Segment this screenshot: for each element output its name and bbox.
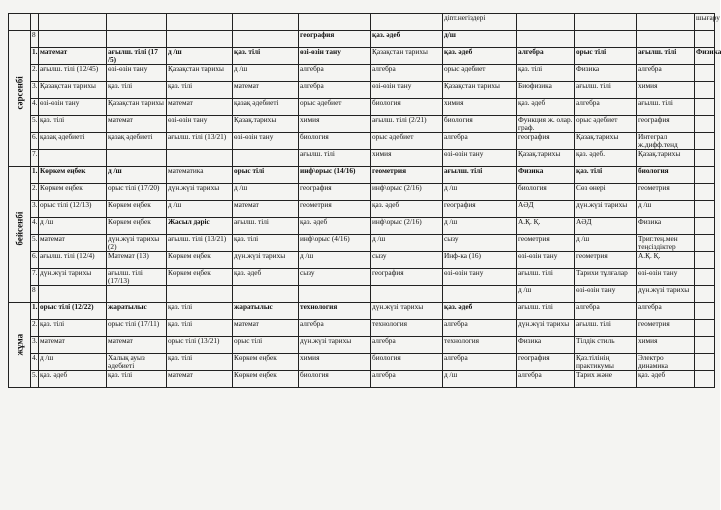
lesson-cell: Электро динамика	[637, 354, 695, 371]
lesson-cell: Көркем еңбек	[167, 252, 233, 269]
lesson-cell: д /ш	[443, 371, 517, 388]
lesson-number: 3.	[31, 337, 39, 354]
table-row	[9, 235, 715, 252]
lesson-cell: қазақ әдебиеті	[233, 99, 299, 116]
lesson-cell: ағылш. тілі (17/13)	[107, 269, 167, 286]
lesson-cell: қаз. тілі	[233, 48, 299, 65]
lesson-cell: ағылш. тілі	[637, 99, 695, 116]
table-row	[9, 320, 715, 337]
lesson-cell: инф\орыс (2/16)	[371, 184, 443, 201]
lesson-cell	[695, 167, 715, 184]
lesson-cell: биология	[517, 184, 575, 201]
lesson-cell: қаз. әдеб	[443, 303, 517, 320]
lesson-cell	[107, 150, 167, 167]
table-row	[9, 269, 715, 286]
lesson-cell	[695, 371, 715, 388]
lesson-number: 3.	[31, 201, 39, 218]
lesson-cell	[637, 31, 695, 48]
table-row	[9, 201, 715, 218]
lesson-cell: орыс әдебиет	[371, 133, 443, 150]
lesson-number: 6.	[31, 252, 39, 269]
lesson-cell: Тарихи тұлғалар	[575, 269, 637, 286]
lesson-cell: қаз. тілі	[39, 116, 107, 133]
lesson-cell: дүн.жүзі тарихы	[233, 252, 299, 269]
table-cell	[575, 14, 637, 31]
lesson-cell	[695, 201, 715, 218]
lesson-cell	[695, 65, 715, 82]
lesson-cell: орыс тілі	[575, 48, 637, 65]
lesson-cell: география	[299, 31, 371, 48]
table-row	[9, 218, 715, 235]
lesson-cell: қаз. тілі	[517, 65, 575, 82]
lesson-cell: геометрия	[575, 252, 637, 269]
lesson-cell: биология	[299, 371, 371, 388]
lesson-cell: ағылш. тілі (2/21)	[371, 116, 443, 133]
lesson-cell: қаз. әдеб	[517, 99, 575, 116]
table-row	[9, 99, 715, 116]
lesson-cell: Тарих және	[575, 371, 637, 388]
lesson-cell: д /ш	[517, 286, 575, 303]
lesson-cell: Қаз.тілінің практикумы	[575, 354, 637, 371]
lesson-cell: математ	[39, 48, 107, 65]
lesson-cell: биология	[299, 133, 371, 150]
lesson-cell: дүн.жүзі тарихы	[575, 201, 637, 218]
lesson-cell: қаз. әдеб	[233, 269, 299, 286]
lesson-number: 2.	[31, 65, 39, 82]
lesson-cell: Тілдік стиль	[575, 337, 637, 354]
lesson-cell: география	[371, 269, 443, 286]
lesson-cell: геометрия	[371, 167, 443, 184]
lesson-number: 5.	[31, 235, 39, 252]
lesson-cell: орыс тілі	[233, 167, 299, 184]
lesson-cell: алгебра	[371, 65, 443, 82]
lesson-cell: ағылш. тілі	[575, 82, 637, 99]
day-label	[9, 303, 31, 388]
lesson-cell	[695, 320, 715, 337]
lesson-cell: д /ш	[443, 218, 517, 235]
lesson-cell: өзі-өзін тану	[637, 269, 695, 286]
lesson-number: 8	[31, 286, 39, 303]
lesson-number: 1.	[31, 167, 39, 184]
lesson-cell: орыс әдебиет	[299, 99, 371, 116]
lesson-cell: дүн.жүзі тарихы	[517, 320, 575, 337]
lesson-cell: Көркем еңбек	[39, 184, 107, 201]
lesson-cell: өзі-өзін тану	[167, 116, 233, 133]
lesson-cell: қаз. әдеб	[443, 48, 517, 65]
lesson-cell: Физика	[695, 48, 715, 65]
table-row	[9, 116, 715, 133]
lesson-cell: геометрия	[299, 201, 371, 218]
lesson-cell: математ	[39, 235, 107, 252]
lesson-cell: Физика	[517, 167, 575, 184]
table-row	[9, 371, 715, 388]
lesson-cell: Қазақстан тарихы	[167, 65, 233, 82]
lesson-cell: инф\орыс (2/16)	[371, 218, 443, 235]
lesson-cell: ағылш. тілі	[517, 269, 575, 286]
lesson-cell: математ	[167, 371, 233, 388]
lesson-cell: Қазақ.тарихы	[575, 133, 637, 150]
lesson-cell: Көркем еңбек	[233, 354, 299, 371]
lesson-cell: д /ш	[443, 184, 517, 201]
lesson-cell: алгебра	[299, 320, 371, 337]
lesson-cell: Триг.тең.мен теңсіздіктер	[637, 235, 695, 252]
lesson-cell	[695, 31, 715, 48]
lesson-cell: Физика	[575, 65, 637, 82]
lesson-cell: ағылш. тілі	[575, 320, 637, 337]
lesson-cell: қаз. тілі	[167, 82, 233, 99]
lesson-cell: қаз. тілі	[107, 371, 167, 388]
lesson-cell	[695, 252, 715, 269]
lesson-cell: Көркем еңбек	[233, 371, 299, 388]
lesson-cell: өзі-өзін тану	[299, 48, 371, 65]
lesson-cell: Интеграл ж.дифф.тенд	[637, 133, 695, 150]
table-row	[9, 150, 715, 167]
lesson-cell: геометрия	[637, 320, 695, 337]
lesson-cell: алгебра	[517, 48, 575, 65]
lesson-cell	[39, 150, 107, 167]
lesson-number: 1.	[31, 303, 39, 320]
lesson-cell: д /ш	[233, 65, 299, 82]
lesson-cell: дүн.жүзі тарихы	[39, 269, 107, 286]
lesson-cell: Көркем еңбек	[167, 269, 233, 286]
lesson-cell: д /ш	[107, 167, 167, 184]
lesson-cell: алгебра	[299, 82, 371, 99]
lesson-cell	[695, 218, 715, 235]
lesson-cell: Халық ауыз әдебиеті	[107, 354, 167, 371]
lesson-cell: орыс тілі	[233, 337, 299, 354]
lesson-cell	[695, 303, 715, 320]
lesson-cell: өзі-өзін тану	[517, 252, 575, 269]
lesson-cell	[575, 31, 637, 48]
lesson-cell: сызу	[443, 235, 517, 252]
lesson-cell: биология	[371, 354, 443, 371]
lesson-cell: алгебра	[575, 303, 637, 320]
table-cell: діnт.негіздері	[443, 14, 517, 31]
lesson-cell: ағылш. тілі (13/21)	[167, 133, 233, 150]
table-cell: шығару	[695, 14, 715, 31]
lesson-cell: орыс тілі (17/20)	[107, 184, 167, 201]
lesson-cell: қаз. тілі	[167, 354, 233, 371]
lesson-cell: технология	[299, 303, 371, 320]
lesson-cell: химия	[371, 150, 443, 167]
lesson-cell: сызу	[299, 269, 371, 286]
lesson-cell: Инф-ка (16)	[443, 252, 517, 269]
schedule-table	[8, 13, 721, 388]
table-row	[9, 167, 715, 184]
lesson-cell	[167, 286, 233, 303]
lesson-cell: технология	[371, 320, 443, 337]
lesson-cell: ағылш. тілі (13/21)	[167, 235, 233, 252]
lesson-cell: қаз. әдеб	[299, 218, 371, 235]
lesson-cell	[167, 31, 233, 48]
lesson-cell: математ	[39, 337, 107, 354]
lesson-cell: өзі-өзін тану	[233, 133, 299, 150]
lesson-cell: география	[517, 354, 575, 371]
lesson-cell: қаз. әдеб	[637, 371, 695, 388]
lesson-cell: биология	[371, 99, 443, 116]
lesson-cell	[695, 99, 715, 116]
lesson-cell: алгебра	[637, 65, 695, 82]
lesson-cell: химия	[299, 116, 371, 133]
lesson-cell	[233, 31, 299, 48]
lesson-cell: өзі-өзін тану	[443, 150, 517, 167]
table-cell	[371, 14, 443, 31]
lesson-number: 3.	[31, 82, 39, 99]
lesson-cell	[371, 286, 443, 303]
lesson-cell: қаз. әдеб	[371, 201, 443, 218]
lesson-cell: алгебра	[443, 133, 517, 150]
lesson-cell	[517, 31, 575, 48]
lesson-number	[31, 14, 39, 31]
lesson-cell: өзі-өзін тану	[107, 65, 167, 82]
lesson-cell: ағылш. тілі	[517, 303, 575, 320]
lesson-cell: д /ш	[371, 235, 443, 252]
lesson-cell: сызу	[371, 252, 443, 269]
lesson-cell: математ	[167, 99, 233, 116]
lesson-cell: қаз. тілі	[233, 235, 299, 252]
lesson-number: 4.	[31, 99, 39, 116]
table-cell	[39, 14, 107, 31]
lesson-cell	[695, 82, 715, 99]
lesson-cell: ағылш. тілі (17 /5)	[107, 48, 167, 65]
lesson-cell: алгебра	[371, 337, 443, 354]
lesson-cell: алгебра	[517, 371, 575, 388]
lesson-cell	[299, 286, 371, 303]
lesson-cell: өзі-өзін тану	[575, 286, 637, 303]
lesson-cell: алгебра	[575, 99, 637, 116]
lesson-cell: ағылш. тілі (12/4)	[39, 252, 107, 269]
lesson-cell: география	[299, 184, 371, 201]
lesson-cell: қаз. әдеб	[371, 31, 443, 48]
lesson-cell: география	[443, 201, 517, 218]
lesson-cell: Биофизика	[517, 82, 575, 99]
lesson-cell: д /ш	[39, 218, 107, 235]
lesson-cell: инф\орыс (4/16)	[299, 235, 371, 252]
lesson-cell	[695, 269, 715, 286]
lesson-cell: орыс тілі (12/22)	[39, 303, 107, 320]
lesson-cell: орыс тілі (12/13)	[39, 201, 107, 218]
lesson-cell: Көркем еңбек	[107, 218, 167, 235]
day-name: бейсенбі	[14, 211, 25, 245]
lesson-cell: математика	[167, 167, 233, 184]
lesson-cell: А.Қ. Қ.	[517, 218, 575, 235]
lesson-cell: ағылш. тілі (12/45)	[39, 65, 107, 82]
lesson-cell: Математ (13)	[107, 252, 167, 269]
lesson-cell: дүн.жүзі тарихы (2)	[107, 235, 167, 252]
day-label	[9, 31, 31, 167]
lesson-cell	[167, 150, 233, 167]
table-cell	[517, 14, 575, 31]
lesson-cell: ағылш. тілі	[637, 48, 695, 65]
lesson-number: 5.	[31, 116, 39, 133]
lesson-cell: қаз. тілі	[167, 303, 233, 320]
lesson-number: 1.	[31, 48, 39, 65]
lesson-cell: орыс әдебиет	[443, 65, 517, 82]
lesson-cell: Қазақстан тарихы	[107, 99, 167, 116]
lesson-cell: математ	[233, 320, 299, 337]
lesson-cell	[695, 235, 715, 252]
lesson-cell: ағылш. тілі	[299, 150, 371, 167]
lesson-cell: алгебра	[371, 371, 443, 388]
lesson-cell: ағылш. тілі	[443, 167, 517, 184]
lesson-cell: өзі-өзін тану	[39, 99, 107, 116]
lesson-cell: Қазақ.тарихы	[233, 116, 299, 133]
lesson-cell: алгебра	[637, 303, 695, 320]
lesson-number: 6.	[31, 133, 39, 150]
lesson-cell: Көркем еңбек	[39, 167, 107, 184]
table-row	[9, 14, 715, 31]
lesson-cell: алгебра	[443, 354, 517, 371]
lesson-cell: дүн.жүзі тарихы	[371, 303, 443, 320]
lesson-cell: география	[517, 133, 575, 150]
lesson-cell: Функция ж. олар. граф.	[517, 116, 575, 133]
lesson-cell: орыс әдебиет	[575, 116, 637, 133]
lesson-cell: химия	[299, 354, 371, 371]
lesson-cell: геометрия	[517, 235, 575, 252]
lesson-cell: математ	[107, 116, 167, 133]
lesson-cell: химия	[637, 337, 695, 354]
lesson-cell: А.Қ. Қ.	[637, 252, 695, 269]
lesson-cell	[39, 286, 107, 303]
lesson-cell: қаз. тілі	[107, 82, 167, 99]
lesson-cell: өзі-өзін тану	[443, 269, 517, 286]
lesson-number: 2.	[31, 320, 39, 337]
lesson-cell: Қазақстан тарихы	[371, 48, 443, 65]
lesson-cell: д /ш	[233, 184, 299, 201]
lesson-cell: қазақ әдебиеті	[107, 133, 167, 150]
table-row	[9, 184, 715, 201]
table-row	[9, 286, 715, 303]
lesson-cell: технология	[443, 337, 517, 354]
lesson-cell: д /ш	[167, 48, 233, 65]
lesson-cell: жаратылыс	[107, 303, 167, 320]
day-name: сәрсенбі	[14, 75, 25, 109]
lesson-cell: Қазақстан тарихы	[443, 82, 517, 99]
table-row	[9, 252, 715, 269]
lesson-number: 5.	[31, 371, 39, 388]
lesson-cell: д/ш	[443, 31, 517, 48]
lesson-cell: алгебра	[443, 320, 517, 337]
lesson-cell: Көркем еңбек	[107, 201, 167, 218]
lesson-cell: Физика	[637, 218, 695, 235]
lesson-cell: математ	[107, 337, 167, 354]
lesson-cell: Қазақстан тарихы	[39, 82, 107, 99]
table-cell	[637, 14, 695, 31]
lesson-cell: д /ш	[167, 201, 233, 218]
table-row	[9, 133, 715, 150]
lesson-cell: Қазақ.тарихы	[517, 150, 575, 167]
lesson-cell: математ	[233, 201, 299, 218]
lesson-cell	[107, 286, 167, 303]
table-row	[9, 48, 715, 65]
lesson-cell	[695, 133, 715, 150]
lesson-cell: химия	[637, 82, 695, 99]
table-row	[9, 354, 715, 371]
lesson-cell	[233, 286, 299, 303]
lesson-cell: АӘД	[517, 201, 575, 218]
lesson-cell: дүн.жүзі тарихы	[299, 337, 371, 354]
lesson-cell: Жасыл дәріс	[167, 218, 233, 235]
lesson-cell: қаз. тілі	[575, 167, 637, 184]
lesson-cell: д /ш	[299, 252, 371, 269]
table-cell	[107, 14, 167, 31]
lesson-cell: Қазақ.тарихы	[637, 150, 695, 167]
lesson-cell: химия	[443, 99, 517, 116]
lesson-cell: орыс тілі (13/21)	[167, 337, 233, 354]
lesson-cell: ағылш. тілі	[233, 218, 299, 235]
lesson-cell	[39, 31, 107, 48]
lesson-cell	[695, 286, 715, 303]
lesson-cell	[695, 354, 715, 371]
day-cell	[9, 14, 31, 31]
day-name: жұма	[14, 333, 25, 356]
lesson-cell: қазақ әдебиеті	[39, 133, 107, 150]
table-row	[9, 337, 715, 354]
lesson-cell	[233, 150, 299, 167]
lesson-number: 7.	[31, 150, 39, 167]
lesson-cell: дүн.жүзі тарихы	[637, 286, 695, 303]
table-row	[9, 82, 715, 99]
lesson-cell: биология	[637, 167, 695, 184]
lesson-cell: қаз. әдеб.	[575, 150, 637, 167]
lesson-cell: география	[637, 116, 695, 133]
table-cell	[299, 14, 371, 31]
lesson-cell	[107, 31, 167, 48]
lesson-cell	[695, 150, 715, 167]
table-cell	[233, 14, 299, 31]
lesson-cell: биология	[443, 116, 517, 133]
lesson-cell: Сөз өнері	[575, 184, 637, 201]
lesson-cell: алгебра	[299, 65, 371, 82]
lesson-number: 7.	[31, 269, 39, 286]
lesson-number: 2.	[31, 184, 39, 201]
lesson-cell: қаз. тілі	[167, 320, 233, 337]
lesson-cell: инф\орыс (14/16)	[299, 167, 371, 184]
lesson-cell: қаз. әдеб	[39, 371, 107, 388]
lesson-cell	[695, 184, 715, 201]
lesson-cell: қаз. тілі	[39, 320, 107, 337]
lesson-cell: дүн.жүзі тарихы	[167, 184, 233, 201]
table-row	[9, 31, 715, 48]
lesson-cell: д /ш	[637, 201, 695, 218]
lesson-cell: АӘД	[575, 218, 637, 235]
lesson-number: 8	[31, 31, 39, 48]
lesson-number: 4.	[31, 354, 39, 371]
day-label	[9, 167, 31, 303]
lesson-cell: жаратылыс	[233, 303, 299, 320]
lesson-number: 4.	[31, 218, 39, 235]
lesson-cell: математ	[233, 82, 299, 99]
table-row	[9, 303, 715, 320]
lesson-cell: орыс тілі (17/11)	[107, 320, 167, 337]
lesson-cell	[695, 337, 715, 354]
lesson-cell: д /ш	[39, 354, 107, 371]
table-cell	[167, 14, 233, 31]
lesson-cell: өзі-өзін тану	[371, 82, 443, 99]
table-row	[9, 65, 715, 82]
lesson-cell: д /ш	[575, 235, 637, 252]
lesson-cell: геометрия	[637, 184, 695, 201]
lesson-cell	[443, 286, 517, 303]
lesson-cell	[695, 116, 715, 133]
lesson-cell: Физика	[517, 337, 575, 354]
